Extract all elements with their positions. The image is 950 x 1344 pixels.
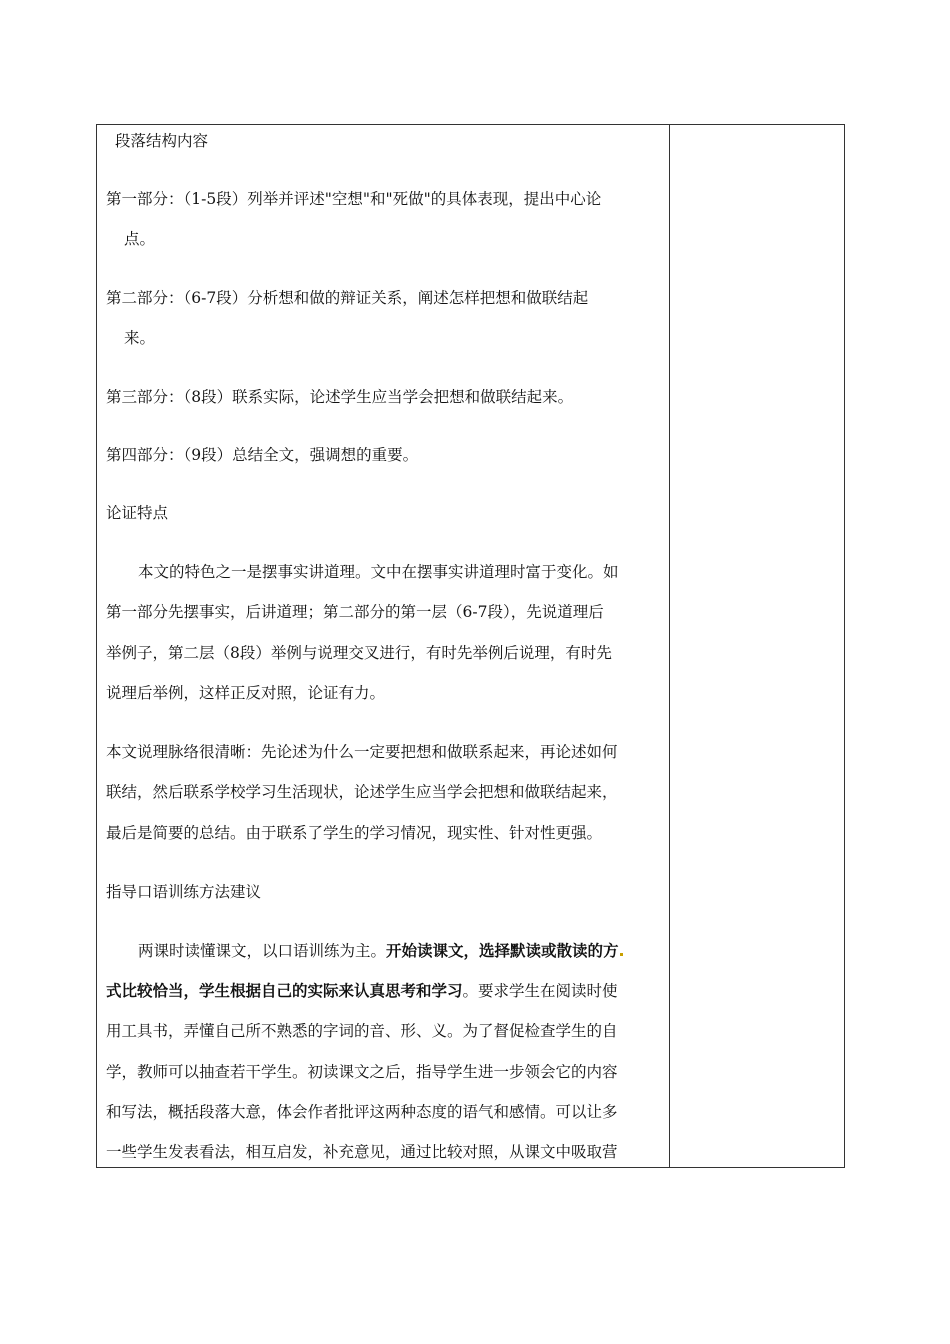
part4-line: 第四部分：（9段）总结全文，强调想的重要。: [106, 446, 419, 464]
part2-line1: 第二部分：（6-7段）分析想和做的辩证关系，阐述怎样把想和做联结起: [106, 289, 589, 307]
part1-line2: 点。: [124, 230, 156, 248]
oral-line1-bold: 开始读课文，选择默读或散读的方: [386, 941, 619, 960]
argument-heading: 论证特点: [106, 504, 169, 522]
argument-p2-line2: 联结，然后联系学校学习生活现状，论述学生应当学会把想和做联结起来，: [106, 783, 618, 801]
content-table: [96, 124, 845, 1168]
structure-heading: 段落结构内容: [115, 132, 209, 150]
part3-line: 第三部分：（8段）联系实际，论述学生应当学会把想和做联结起来。: [106, 388, 574, 406]
argument-p1-line2: 第一部分先摆事实，后讲道理；第二部分的第一层（6-7段），先说道理后: [106, 603, 604, 621]
argument-p1-line3: 举例子，第二层（8段）举例与说理交叉进行，有时先举例后说理，有时先: [106, 644, 612, 662]
oral-line1: [138, 941, 623, 961]
oral-line2-bold: 式比较恰当，学生根据自己的实际来认真思考和学习: [106, 981, 463, 1000]
column-divider: [669, 125, 670, 1167]
oral-line2: [106, 981, 618, 1001]
content-cell: [97, 125, 669, 1167]
argument-p2-line1: 本文说理脉络很清晰：先论述为什么一定要把想和做联系起来，再论述如何: [106, 743, 618, 761]
argument-p1-line4: 说理后举例，这样正反对照，论证有力。: [106, 684, 386, 702]
oral-line1-normal: 两课时读懂课文，以口语训练为主。: [138, 942, 387, 960]
argument-p2-line3: 最后是简要的总结。由于联系了学生的学习情况，现实性、针对性更强。: [106, 824, 603, 842]
oral-line4: 学，教师可以抽查若干学生。初读课文之后，指导学生进一步领会它的内容: [106, 1063, 618, 1081]
part1-line1: 第一部分：（1-5段）列举并评述"空想"和"死做"的具体表现，提出中心论: [106, 190, 602, 208]
oral-line6: 一些学生发表看法，相互启发，补充意见，通过比较对照，从课文中吸取营: [106, 1143, 618, 1161]
part2-line2: 来。: [124, 329, 156, 347]
oral-line3: 用工具书，弄懂自己所不熟悉的字词的音、形、义。为了督促检查学生的自: [106, 1022, 618, 1040]
argument-p1-line1: 本文的特色之一是摆事实讲道理。文中在摆事实讲道理时富于变化。如: [138, 563, 619, 581]
marker-dot: [620, 953, 623, 956]
oral-line5: 和写法，概括段落大意，体会作者批评这两种态度的语气和感情。可以让多: [106, 1103, 618, 1121]
oral-heading: 指导口语训练方法建议: [106, 883, 262, 901]
oral-line2-normal: 。要求学生在阅读时使: [462, 982, 618, 1000]
